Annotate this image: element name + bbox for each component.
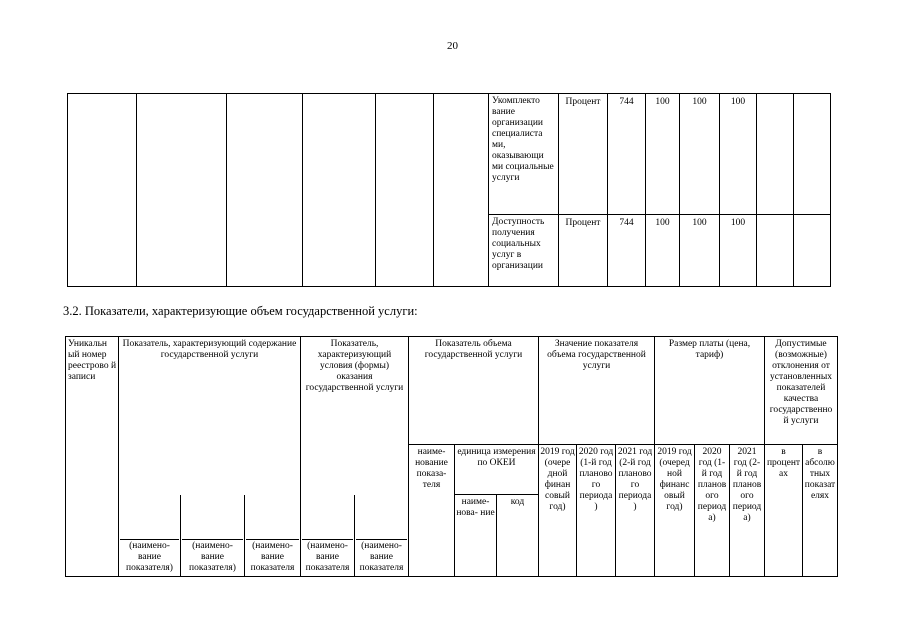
content-indicator-header: Показатель, характеризующий содержание государственной услуги xyxy=(119,337,301,495)
indicator-placeholder: (наимено- вание показателя xyxy=(245,495,301,577)
volume-value-header: Значение показателя объема государственной услуги xyxy=(539,337,655,445)
absolute-subheader: в абсолю тных показат елях xyxy=(803,445,838,577)
value-2019: 100 xyxy=(646,215,680,287)
okei-code-cell: 744 xyxy=(608,94,646,215)
year-2021-value-subheader: 2021 год (2-й год планово го периода ) xyxy=(616,445,655,577)
unit-cell: Процент xyxy=(559,94,608,215)
indicator-name-subheader: наиме- нование показа- теля xyxy=(409,445,455,577)
year-2020-fee-subheader: 2020 год (1- й год планов ого период а) xyxy=(695,445,730,577)
volume-indicators-table xyxy=(65,336,838,577)
year-2021-fee-subheader: 2021 год (2- й год планов ого период а) xyxy=(730,445,765,577)
volume-indicator-header: Показатель объема государственной услуги xyxy=(409,337,539,445)
value-2020: 100 xyxy=(680,215,720,287)
unique-number-header: Уникальн ый номер реестрово й записи xyxy=(66,337,119,577)
year-2019-value-subheader: 2019 год (очере дной финан совый год) xyxy=(539,445,577,577)
table-row xyxy=(68,94,831,215)
indicator-placeholder: (наимено- вание показателя xyxy=(301,495,355,577)
quality-indicators-table xyxy=(67,93,831,287)
value-2021: 100 xyxy=(720,94,757,215)
deviations-header: Допустимые (возможные) отклонения от установленных показателей качества государственно й услуги xyxy=(765,337,838,445)
indicator-placeholder: (наимено- вание показателя) xyxy=(119,495,181,577)
conditions-indicator-header: Показатель, характеризующий условия (формы) оказания государственной услуги xyxy=(301,337,409,495)
value-2019: 100 xyxy=(646,94,680,215)
indicator-placeholder: (наимено- вание показателя xyxy=(355,495,409,577)
okei-code-cell: 744 xyxy=(608,215,646,287)
value-2021: 100 xyxy=(720,215,757,287)
indicator-placeholder: (наимено- вание показателя) xyxy=(181,495,245,577)
unit-code-subheader: код xyxy=(497,495,539,577)
year-2020-value-subheader: 2020 год (1-й год планово го периода ) xyxy=(577,445,616,577)
value-2020: 100 xyxy=(680,94,720,215)
indicator-name: Укомплекто вание организации специалиста ми, оказывающи ми социальные услуги xyxy=(489,94,559,215)
okei-unit-subheader: единица измерения по ОКЕИ xyxy=(455,445,539,495)
page-number: 20 xyxy=(447,40,458,52)
header-row xyxy=(66,337,838,445)
indicator-name: Доступность получения социальных услуг в организации xyxy=(489,215,559,287)
year-2019-fee-subheader: 2019 год (очеред ной финанс овый год) xyxy=(655,445,695,577)
section-heading: 3.2. Показатели, характеризующие объем государственной услуги: xyxy=(63,304,418,318)
percent-subheader: в процент ах xyxy=(765,445,803,577)
unit-cell: Процент xyxy=(559,215,608,287)
fee-header: Размер платы (цена, тариф) xyxy=(655,337,765,445)
unit-name-subheader: наиме- нова- ние xyxy=(455,495,497,577)
